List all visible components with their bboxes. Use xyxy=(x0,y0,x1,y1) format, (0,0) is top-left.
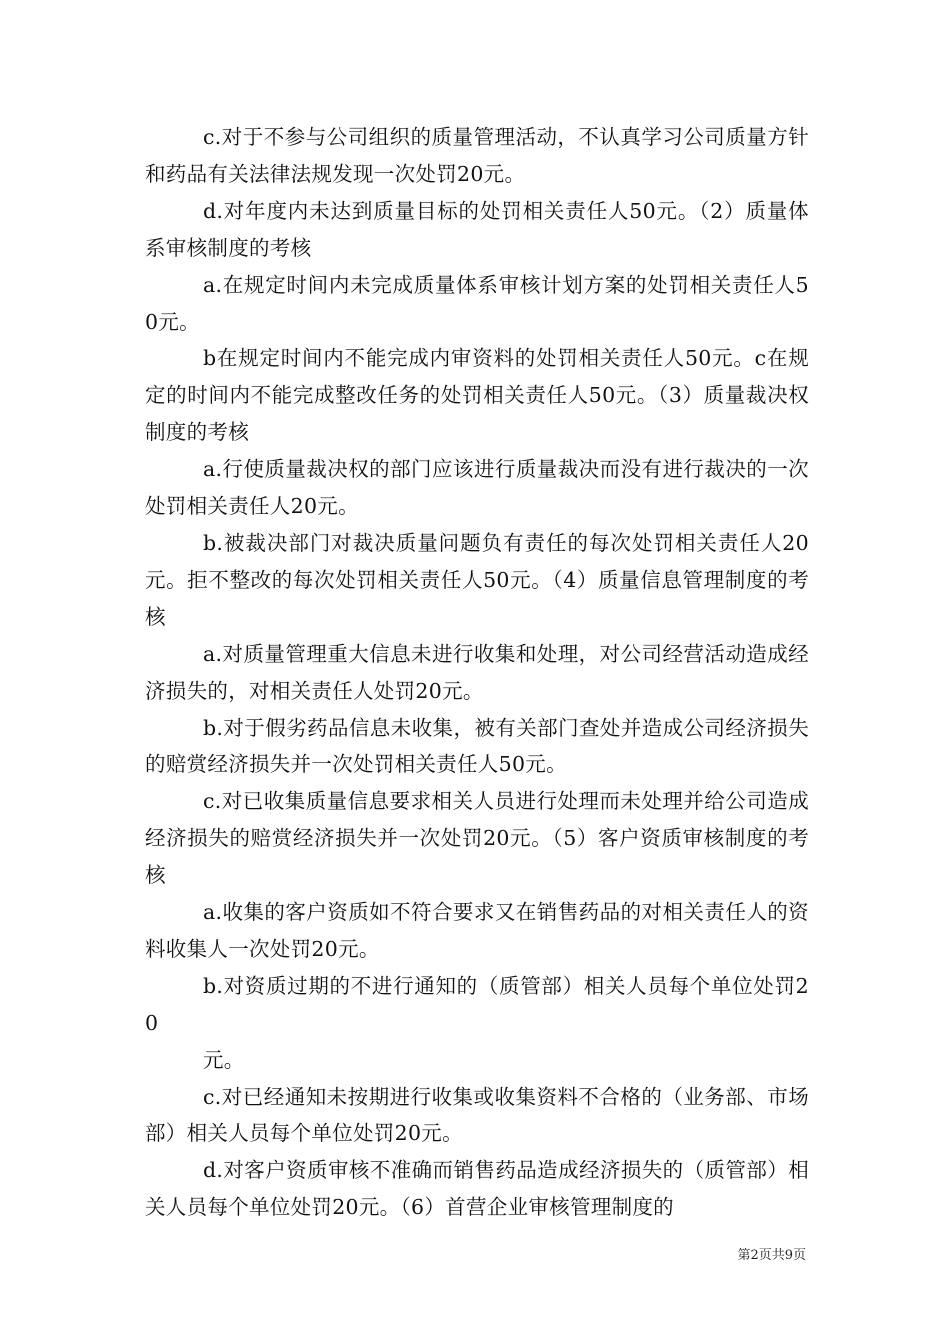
paragraph-3: a.在规定时间内未完成质量体系审核计划方案的处罚相关责任人50元。 xyxy=(145,272,809,334)
paragraph-7: a.对质量管理重大信息未进行收集和处理，对公司经营活动造成经济损失的，对相关责任人处罚20元。 xyxy=(145,641,809,703)
paragraph-11: b.对资质过期的不进行通知的（质管部）相关人员每个单位处罚20 xyxy=(145,973,809,1035)
paragraph-10: a.收集的客户资质如不符合要求又在销售药品的对相关责任人的资料收集人一次处罚20元。 xyxy=(145,900,809,961)
paragraph-9: c.对已收集质量信息要求相关人员进行处理而未处理并给公司造成经济损失的赔赏经济损失并一次处罚20元。（5）客户资质审核制度的考核 xyxy=(145,789,809,888)
paragraph-14: d.对客户资质审核不准确而销售药品造成经济损失的（质管部）相关人员每个单位处罚20元。（6）首营企业审核管理制度的 xyxy=(145,1158,809,1220)
paragraph-12: 元。 xyxy=(203,1047,245,1072)
paragraph-8: b.对于假劣药品信息未收集，被有关部门查处并造成公司经济损失的赔赏经济损失并一次处罚相关责任人50元。 xyxy=(145,715,809,777)
paragraph-5: a.行使质量裁决权的部门应该进行质量裁决而没有进行裁决的一次处罚相关责任人20元。 xyxy=(145,457,809,519)
body-text xyxy=(145,119,809,1226)
paragraph-13: c.对已经通知未按期进行收集或收集资料不合格的（业务部、市场部）相关人员每个单位处罚20元。 xyxy=(145,1084,809,1146)
paragraph-1: c.对于不参与公司组织的质量管理活动，不认真学习公司质量方针和药品有关法律法规发现一次处罚20元。 xyxy=(145,125,809,186)
page-number-footer: 第2页共9页 xyxy=(737,1248,806,1263)
paragraph-4: b在规定时间内不能完成内审资料的处罚相关责任人50元。c在规定的时间内不能完成整改任务的处罚相关责任人50元。（3）质量裁决权制度的考核 xyxy=(145,346,809,445)
paragraph-2: d.对年度内未达到质量目标的处罚相关责任人50元。（2）质量体系审核制度的考核 xyxy=(145,198,809,260)
paragraph-6: b.被裁决部门对裁决质量问题负有责任的每次处罚相关责任人20元。拒不整改的每次处罚相关责任人50元。（4）质量信息管理制度的考核 xyxy=(145,530,809,629)
